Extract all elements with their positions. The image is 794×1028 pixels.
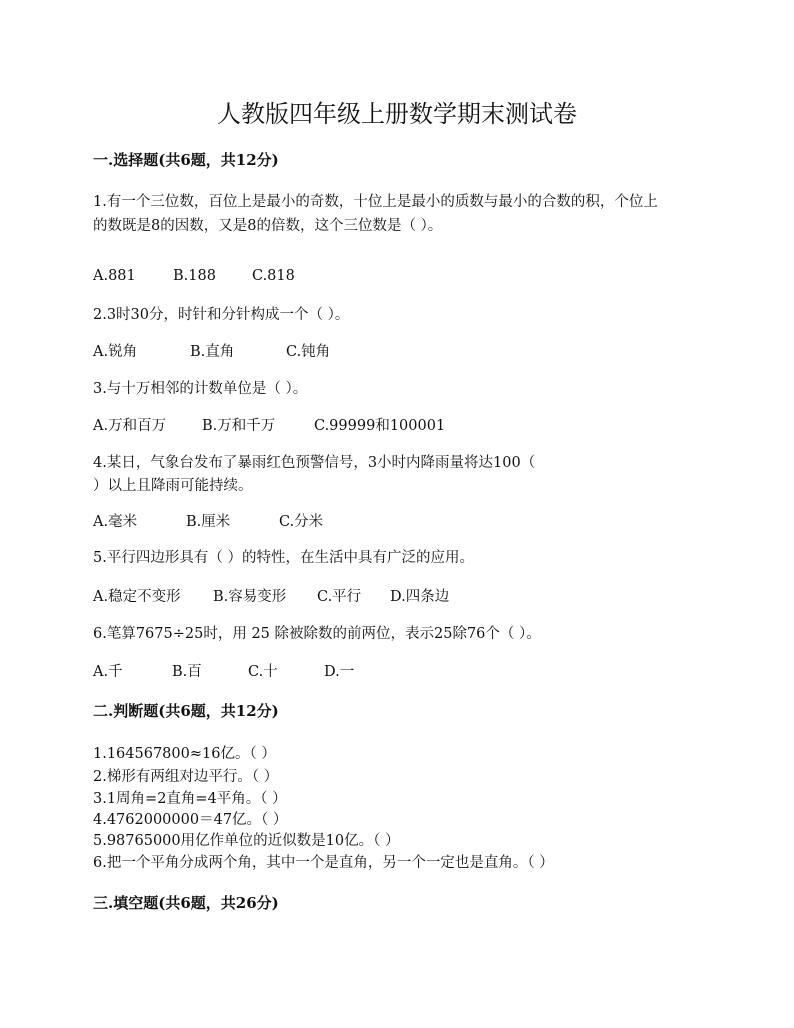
question-4-option-a: A.毫米: [93, 514, 138, 530]
question-5-line-1: 5.平行四边形具有（ ）的特性，在生活中具有广泛的应用。: [93, 550, 474, 566]
question-2-option-a: A.锐角: [93, 344, 138, 360]
question-3-option-c: C.99999和100001: [314, 418, 446, 434]
judge-item-3: 3.1周角=2直角=4平角。（ ）: [93, 791, 287, 807]
question-6-line-1: 6.笔算7675÷25时，用 25 除被除数的前两位，表示25除76个（ ）。: [93, 626, 541, 642]
question-4-line-2: ）以上且降雨可能持续。: [93, 478, 253, 494]
question-4-line-1: 4.某日，气象台发布了暴雨红色预警信号，3小时内降雨量将达100（: [93, 455, 536, 471]
question-2-option-c: C.钝角: [286, 344, 331, 360]
judge-item-4: 4.4762000000＝47亿。（ ）: [93, 812, 288, 828]
section-heading-choice: 一.选择题(共6题，共12分): [93, 151, 279, 169]
question-3-option-b: B.万和千万: [202, 418, 276, 434]
question-1-option-a: A.881: [93, 268, 136, 284]
question-5-option-b: B.容易变形: [213, 589, 287, 605]
question-2-line-1: 2.3时30分，时针和分针构成一个（ ）。: [93, 307, 350, 323]
question-3-option-a: A.万和百万: [93, 418, 167, 434]
question-1-line-1: 1.有一个三位数，百位上是最小的奇数，十位上是最小的质数与最小的合数的积，个位上: [93, 194, 658, 210]
question-1-line-2: 的数既是8的因数，又是8的倍数，这个三位数是（ ）。: [93, 218, 443, 234]
section-heading-judge: 二.判断题(共6题，共12分): [93, 702, 279, 720]
question-4-option-c: C.分米: [279, 514, 324, 530]
judge-item-6: 6.把一个平角分成两个角，其中一个是直角，另一个一定也是直角。（ ）: [93, 855, 554, 871]
question-1-option-b: B.188: [173, 268, 216, 284]
page-title: 人教版四年级上册数学期末测试卷: [217, 100, 577, 128]
question-3-line-1: 3.与十万相邻的计数单位是（ ）。: [93, 381, 308, 397]
question-5-option-c: C.平行: [317, 589, 362, 605]
judge-item-2: 2.梯形有两组对边平行。（ ）: [93, 769, 279, 785]
section-heading-fill: 三.填空题(共6题，共26分): [93, 894, 279, 912]
question-4-option-b: B.厘米: [186, 514, 231, 530]
question-5-option-d: D.四条边: [390, 589, 450, 605]
question-5-option-a: A.稳定不变形: [93, 589, 181, 605]
question-6-option-c: C.十: [248, 664, 278, 680]
question-2-option-b: B.直角: [190, 344, 235, 360]
question-6-option-b: B.百: [172, 664, 202, 680]
question-6-option-d: D.一: [324, 664, 355, 680]
question-6-option-a: A.千: [93, 664, 123, 680]
question-1-option-c: C.818: [252, 268, 295, 284]
judge-item-1: 1.164567800≈16亿。（ ）: [93, 746, 276, 762]
judge-item-5: 5.98765000用亿作单位的近似数是10亿。（ ）: [93, 833, 400, 849]
